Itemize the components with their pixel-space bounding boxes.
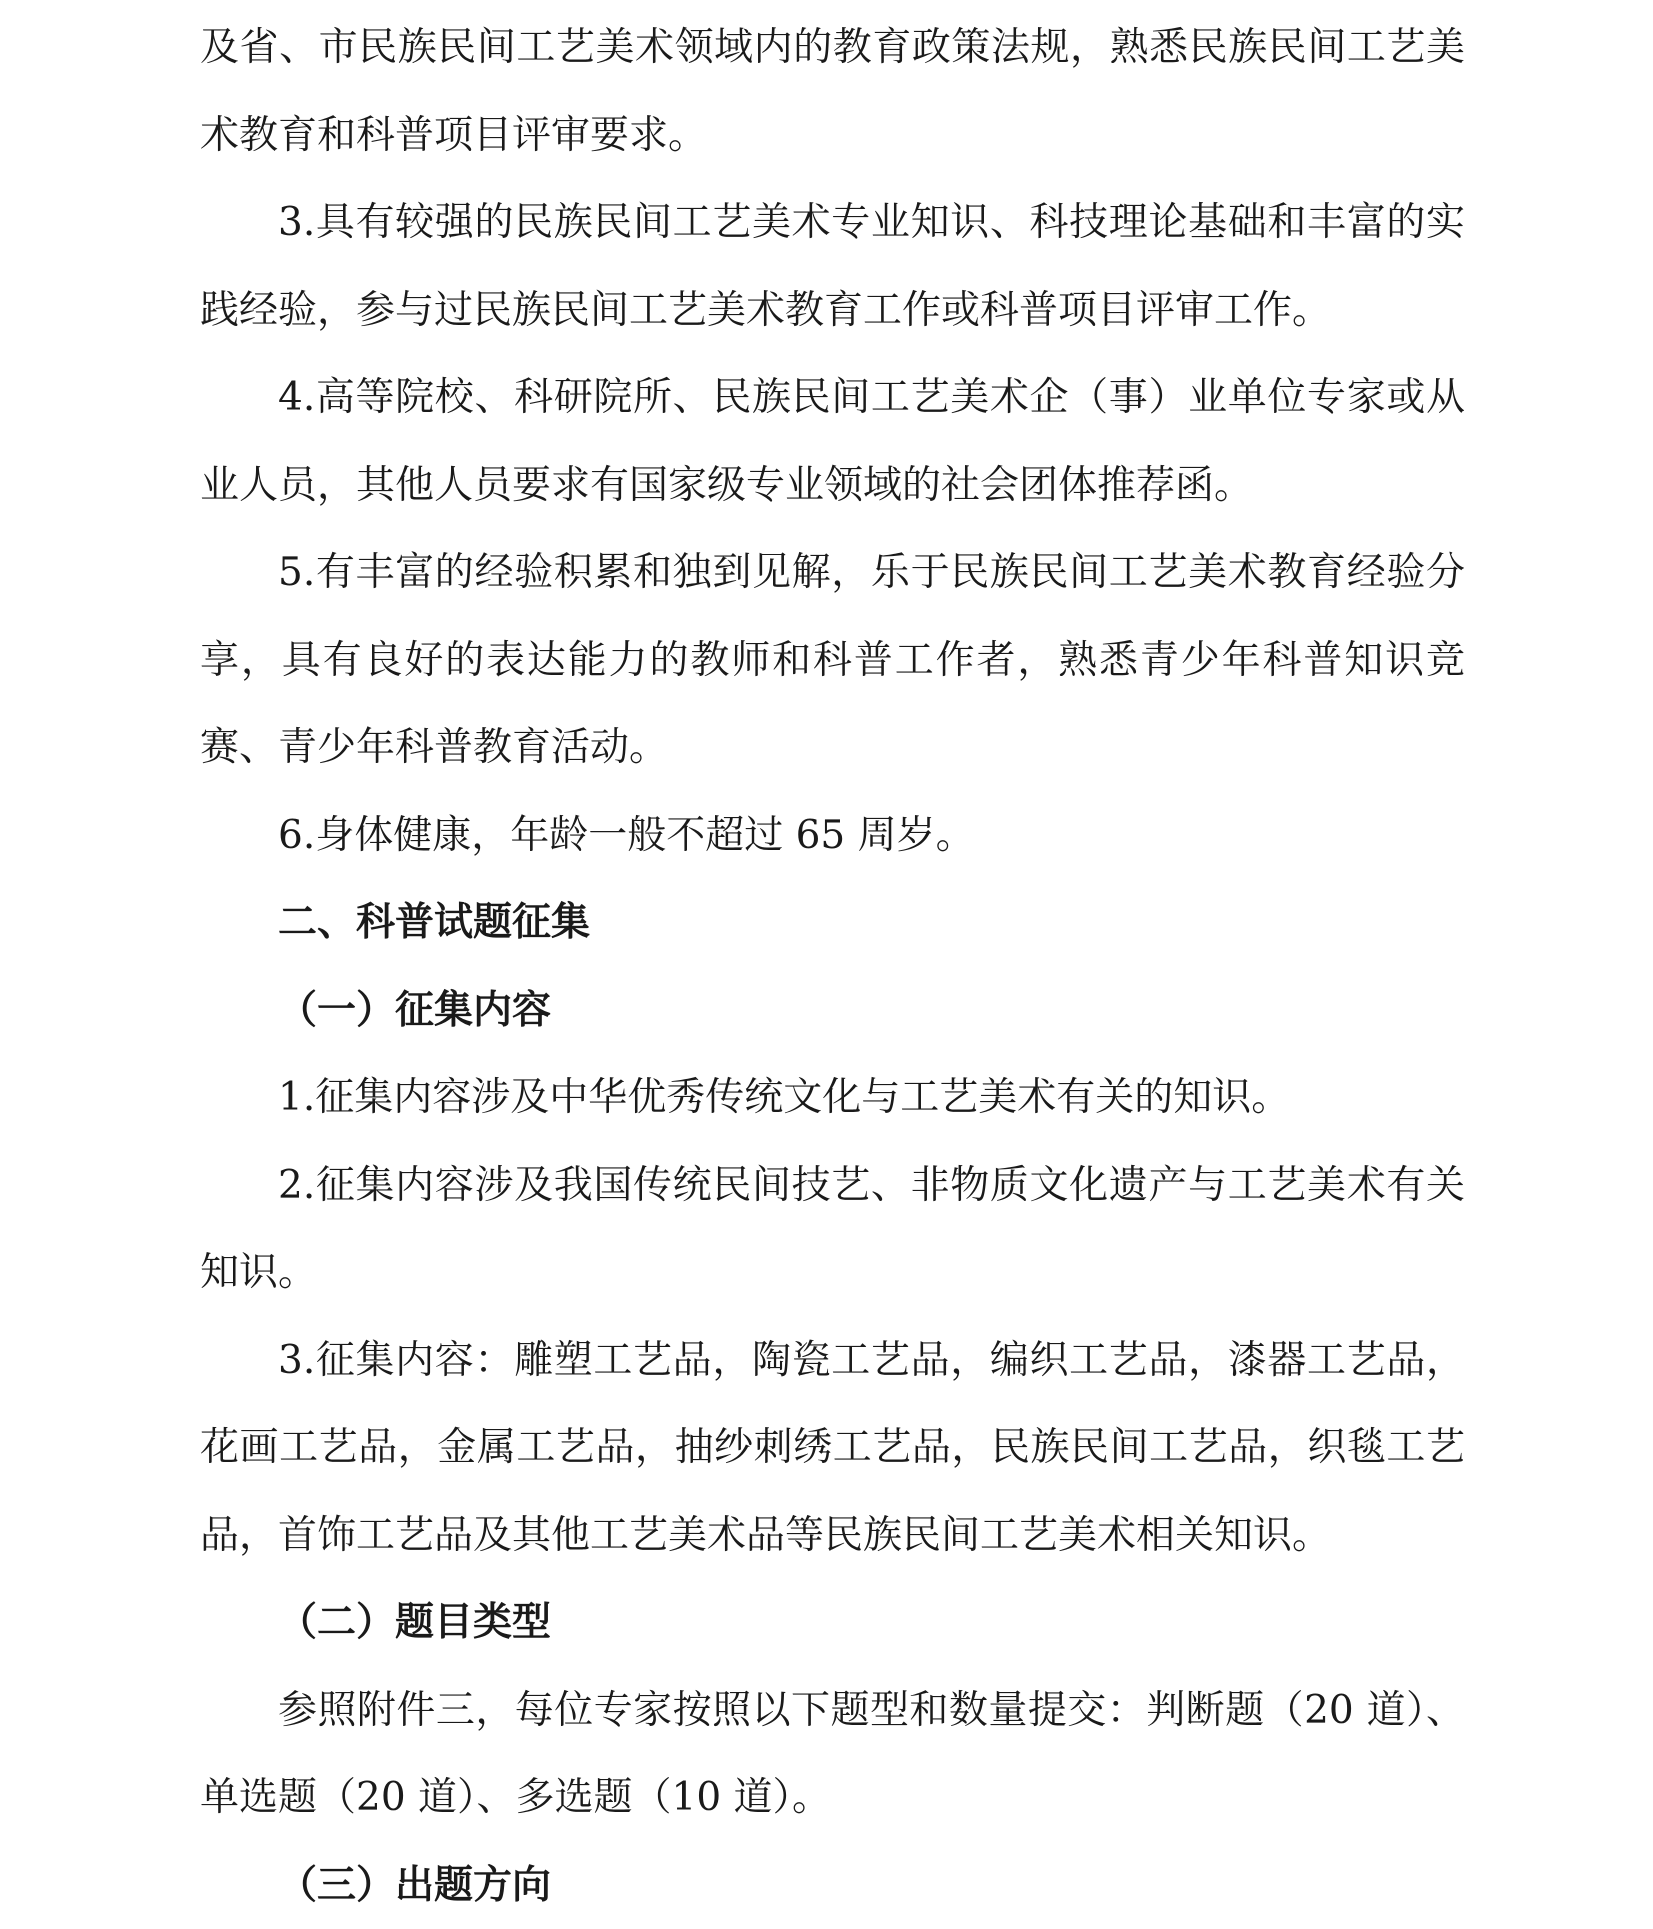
paragraph-content-2: 2.征集内容涉及我国传统民间技艺、非物质文化遗产与工艺美术有关知识。	[200, 1142, 1465, 1317]
paragraph-requirement-5: 5.有丰富的经验积累和独到见解，乐于民族民间工艺美术教育经验分享，具有良好的表达能力的教师和科普工作者，熟悉青少年科普知识竞赛、青少年科普教育活动。	[200, 529, 1465, 792]
section-heading-question-collection: 二、科普试题征集	[200, 879, 1465, 967]
document-body	[200, 4, 1465, 1929]
paragraph-content-1: 1.征集内容涉及中华优秀传统文化与工艺美术有关的知识。	[200, 1054, 1465, 1142]
subsection-heading-direction: （三）出题方向	[200, 1842, 1465, 1929]
paragraph-content-3: 3.征集内容：雕塑工艺品，陶瓷工艺品，编织工艺品，漆器工艺品，花画工艺品，金属工艺品，抽纱刺绣工艺品，民族民间工艺品，织毯工艺品，首饰工艺品及其他工艺美术品等民族民间工艺美术相关知识。	[200, 1317, 1465, 1580]
subsection-heading-question-types: （二）题目类型	[200, 1579, 1465, 1667]
paragraph-requirement-6: 6.身体健康，年龄一般不超过 65 周岁。	[200, 792, 1465, 880]
paragraph-question-types: 参照附件三，每位专家按照以下题型和数量提交：判断题（20 道）、单选题（20 道）、多选题（10 道）。	[200, 1667, 1465, 1842]
paragraph-requirement-4: 4.高等院校、科研院所、民族民间工艺美术企（事）业单位专家或从业人员，其他人员要求有国家级专业领域的社会团体推荐函。	[200, 354, 1465, 529]
paragraph-policy-continuation: 及省、市民族民间工艺美术领域内的教育政策法规，熟悉民族民间工艺美术教育和科普项目评审要求。	[200, 4, 1465, 179]
subsection-heading-content: （一）征集内容	[200, 967, 1465, 1055]
paragraph-requirement-3: 3.具有较强的民族民间工艺美术专业知识、科技理论基础和丰富的实践经验，参与过民族民间工艺美术教育工作或科普项目评审工作。	[200, 179, 1465, 354]
